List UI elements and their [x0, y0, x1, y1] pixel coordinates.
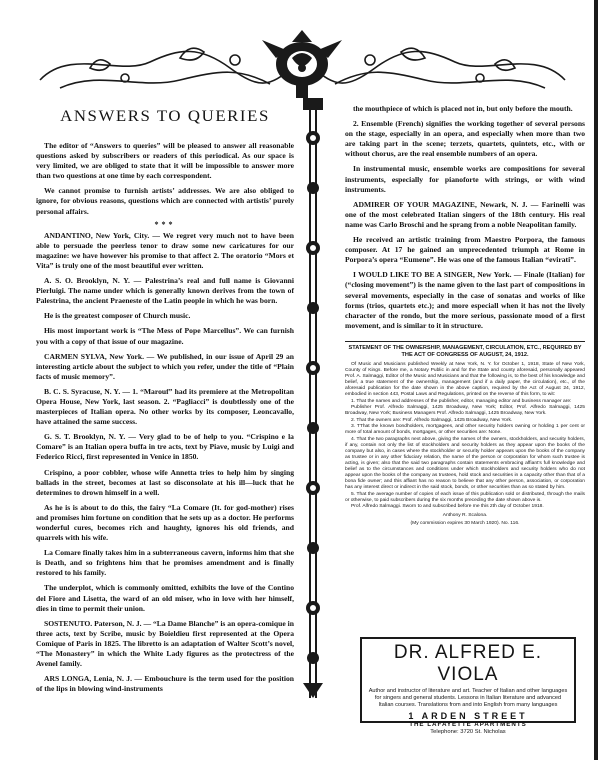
ad-address: 1 ARDEN STREET — [408, 711, 528, 722]
query-answer-text: La Comare finally takes him in a subterraneous cavern, informs him that she is Death, and so frightens him that he promises amendment and is finally restored to his family. — [36, 548, 294, 578]
query-paragraph — [36, 468, 294, 498]
statement-paragraph: 2. That the owners are: Prof. Alfredo Salmaggi, 1425 Broadway, New York. — [351, 417, 513, 423]
ad-telephone: Telephone: 3720 St. Nicholas — [430, 729, 506, 736]
query-paragraph — [36, 186, 294, 216]
statement-title: STATEMENT OF THE OWNERSHIP, MANAGEMENT, CIRCULATION, ETC., REQUIRED BY THE ACT OF CONGRESS OF AUGUST, 24, 1912. — [348, 344, 582, 358]
query-paragraph — [36, 432, 294, 462]
page-edge-border — [594, 0, 598, 760]
left-column — [36, 108, 294, 699]
query-paragraph — [36, 141, 294, 181]
query-paragraph — [36, 326, 294, 346]
center-column-ornament-icon — [299, 98, 327, 698]
right-column — [345, 104, 585, 527]
statement-paragraph: 3. TThat the known bondholders, mortgagees, and other security holders owning or holding 1 per cent or more of total amount of bonds, mortgages, or other securities are: None. — [345, 424, 585, 436]
left-paragraph-list — [36, 141, 294, 694]
query-paragraph — [36, 311, 294, 321]
statement-paragraph: 4. That the two paragraphs next above, giving the names of the owners, stockholders, and security holders, if any, contain not only the list of stockholders and security holders as they appear upon the books of the company but also, in cases where the stockholder or security holder appears upon the books of the company as trustee or in any other fiduciary relation, the name of the person or corporation for whom such trustee is acting, is given; also that the said two paragraphs contain statements embracing affiant’s full knowledge and belief as to the circumstances and conditions under which stockholders and security holders who do not appear upon the books of the company as trustees, hold stock and securities in a capacity other than that of a bona fide owner; and this affiant has no reason to believe that any other person, association, or corporation has any interest direct or indirect in the said stock, bonds, or other securities than as so stated by him. — [345, 436, 585, 491]
query-correspondent: G. S. T. Brooklyn, N. Y. — [44, 432, 126, 442]
ad-name: DR. ALFRED E. VIOLA — [393, 642, 543, 685]
query-paragraph — [36, 352, 294, 382]
query-correspondent: CARMEN SYLVA, New York. — [44, 351, 145, 361]
query-answer-text: the mouthpiece of which is placed not in, but only before the mouth. — [353, 104, 573, 113]
query-answer-text: — “La Dame Blanche” is an opera-comique in three acts, text by Scribe, music by Boieldieu first represented at the Opera Comique of Paris in 1825. The libretto is an adaptation of Walter Scott’s novel, “The Monastery” in which the White Lady figures as the protectress of the Avenel family. — [36, 618, 294, 669]
query-answer-text: — We regret very much not to have been able to persuade the peerless tenor to draw some new caricatures for our magazine: we have however his promise to that affect 2. The oratorio “Mors et Vita” is truly one of the most beautiful ever written. — [36, 230, 294, 270]
ownership-statement — [345, 345, 585, 527]
query-correspondent: B. C. S. Syracuse, N. Y. — [44, 386, 121, 396]
right-paragraph-list — [345, 104, 585, 331]
query-answer-text: We cannot promise to furnish artists’ addresses. We are also obliged to ignore, for obvious reasons, questions which are connected with artistis’ purely personal affairs. — [36, 186, 294, 216]
statement-paragraph-list — [345, 362, 585, 511]
query-paragraph — [36, 276, 294, 306]
query-answer-text: He is the greatest composer of Church music. — [44, 311, 191, 321]
query-paragraph — [36, 548, 294, 578]
query-answer-text: — Finale (Italian) for (“closing movement”) is the name given to the last part of compositions in several movements, especially in the case of sonatas and works of like forms (trios, quartets etc.); and more especiall when it has not the lively character of the rondo, but the more serious, passionate mood of a first movement, and is similar to it in structure. — [345, 270, 585, 330]
query-paragraph — [36, 674, 294, 694]
statement-notary: Anthony R. Scalona. — [442, 512, 488, 518]
ad-description: Author and instructor of literature and art. Teacher of Italian and other languages for singers and general students. Lessons in Italian literature and advanced Italian courses. Translations from and into English from many languages — [368, 688, 568, 708]
query-paragraph — [345, 119, 585, 159]
query-answer-text: — We published, in our issue of April 29 an interesting article about the subject to which you refer, under the title of “Plain facts of music memory”. — [36, 351, 294, 381]
query-correspondent: A. S. O. Brooklyn, N. Y. — [44, 276, 130, 286]
query-answer-text: His most important work is “The Mess of Pope Marcellus”. We can furnish you with a copy of that issue of our magazine. — [36, 326, 294, 346]
query-answer-text: As he is is about to do this, the fairy “La Comare (It. for god-mother) rises and promises him fortune on condition that he sets up as a doctor. He performs wonderful cures, becomes rich and haughty, ignores his old friends, and quarrels with his wife. — [36, 502, 294, 543]
query-answer-text: He received an artistic training from Maestro Porpora, the famous composer. At 17 he gained an unprecedented triumph at Rome in Porpora’s opera “Eumene”. He was one of the famous Italian “evirati”. — [345, 235, 585, 265]
advertisement-box — [360, 637, 576, 736]
statement-paragraph: Prof. Alfredo Salmaggi. Sworn to and subscribed before me this 2th day of October 1918. — [351, 504, 544, 510]
statement-paragraph: Publisher Prof. Alfredo Salmaggi, 1425 Broadway, New York; Editor, Prof. Alfredo Salmaggi, 1425 Broadway, New York; Business Managers Prof. Alfredo Salmaggi, 1425 Broadway, New York. — [345, 405, 585, 417]
query-answer-text: — Farinelli was one of the most celebrated Italian singers of the 18th century. His real name was Carlo Broschi and he sprang from a noble Neapolitan family. — [345, 199, 585, 229]
query-paragraph — [345, 164, 585, 194]
query-answer-text: — Embouchure is the term used for the position of the lips in blowing wind-instruments — [36, 674, 294, 694]
query-answer-text: Crispino, a poor cobbler, whose wife Annetta tries to help him by singing ballads in the street, becomes at last so disconsolate at his ill—luck that he determines to drown himself in a well. — [36, 467, 294, 497]
query-answer-text: — Palestrina’s real and full name is Giovanni Pierluigi. The name under which is generally known derives from the town of Palestrina, the ancient Praeneste of the Latin people in which he was born. — [36, 276, 295, 306]
statement-commission: (My commission expires 30 March 1920). No. 116. — [410, 520, 520, 526]
query-paragraph — [345, 104, 585, 114]
query-paragraph — [345, 270, 585, 331]
query-answer-text: In instrumental music, ensemble works are compositions for several instruments, especially for pianoforte with strings, or with wind instruments. — [345, 164, 585, 194]
query-paragraph — [345, 200, 585, 230]
section-separator-stars: *** — [154, 219, 176, 229]
query-paragraph — [36, 231, 294, 271]
section-divider — [345, 341, 585, 342]
query-correspondent: ANDANTINO, New York, City. — [44, 230, 150, 240]
query-answer-text: The underplot, which is commonly omitted, exhibits the love of the Contino del Fiore and Lisetta, the ward of an old miser, who in love with her himself, dies in time to permit their union. — [36, 583, 294, 613]
query-paragraph — [36, 387, 294, 427]
statement-paragraph: 5. That the average number of copies of each issue of this publication sold or distributed, through the mails or otherwise, to paid subscribers during the six months preceding the date shown above is. — [345, 491, 585, 503]
query-correspondent: SOSTENUTO. Paterson, N. J. — [44, 618, 142, 628]
query-paragraph — [36, 583, 294, 613]
query-correspondent: ADMIRER OF YOUR MAGAZINE, Newark, N. J. — [353, 199, 528, 209]
query-answer-text: The editor of “Answers to queries” will be pleased to answer all reasonable questions asked by subscribers or readers of this periodical. As our space is very limited, we are obliged to state that it will be impossible to answer more than two questions at one time by each correspondent. — [36, 141, 294, 181]
query-paragraph — [345, 235, 585, 265]
query-answer-text: — Very glad to be of help to you. “Crispino e la Comare” is an Italian opera buffa in tre acts, text by Piave, music by Luigi and Federico Ricci, first represented in Venice in 1850. — [36, 432, 294, 462]
statement-paragraph: 1. That the names and addresses of the publisher, editor, managing editor and business manager are: — [351, 398, 572, 404]
page-title: ANSWERS TO QUERIES — [60, 108, 270, 125]
query-correspondent: I WOULD LIKE TO BE A SINGER, New York. — [353, 270, 512, 280]
ad-apartments: THE LAFAYETTE APARTMENTS — [409, 721, 527, 729]
query-paragraph — [36, 503, 294, 543]
header-ornament-icon — [30, 28, 575, 98]
query-answer-text: — 1. “Marouf” had its premiere at the Metropolitan Opera House, New York, last season. 2. “Pagliacci” is doubtlessly one of the masterpieces of Italian opera. No other works by its composer, Leoncavallo, have attained the same success. — [36, 386, 294, 427]
query-correspondent: ARS LONGA, Lenia, N. J. — [44, 674, 132, 684]
query-paragraph — [36, 619, 294, 669]
statement-paragraph: Of Music and Musicians published Weekly at New York, N. Y. for October 1, 1918, State of New York, County of Kings. Before me, a Notary Public in and for the State and county aforesaid, personally appeared Prof. A. Salmaggi, Editor of the Music and Musicians and that the following is, to the best of his knowledge and belief, a true statement of the ownership, management (and if a daily paper, the circulation), etc., of the aforesaid publication for the date shown in the above caption, required by the Act of August 24, 1912, embodied in section 443, Postal Laws and Regulations, printed on the reverse of this form, to wit: — [345, 361, 585, 398]
query-answer-text: 2. Ensemble (French) signifies the working together of several persons on the stage, especially in an opera, and especially when more than two are taking part in the scene; terzets, quartets, quintets, etc., with or without chorus, are the real ensemble numbers of an opera. — [345, 119, 585, 159]
